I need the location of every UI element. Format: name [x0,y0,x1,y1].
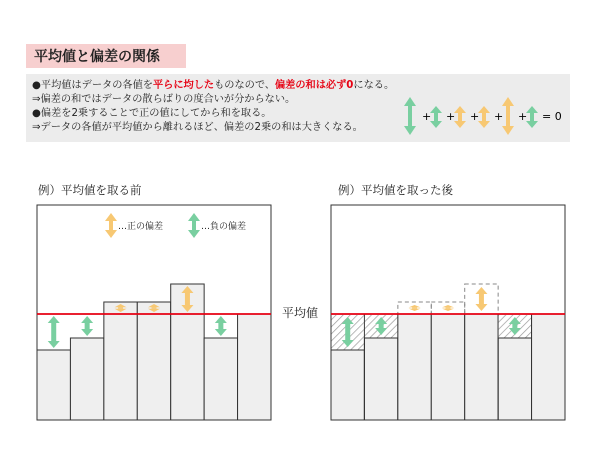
page-title: 平均値と偏差の関係 [26,44,186,68]
note-line-1: ●平均値はデータの各値を平らに均したものなので、偏差の和は必ず0になる。 [32,80,395,91]
left-data-bar [204,338,237,420]
right-averaged-bar [465,314,498,420]
left-data-bar [37,350,70,420]
note-line-4: ⇒データの各値が平均値から離れるほど、偏差の2乗の和は大きくなる。 [32,122,363,133]
mean-label: 平均値 [282,306,319,320]
note-line-2: ⇒偏差の和ではデータの散らばりの度合いが分からない。 [32,94,296,105]
left-data-bar [70,338,103,420]
left-data-bar [137,302,170,420]
left-data-bar [238,314,271,420]
right-averaged-bar [398,314,431,420]
eq-plus: + [446,110,456,123]
legend-positive-label: …正の偏差 [118,222,164,232]
eq-plus: + [494,110,504,123]
right-averaged-bar [431,314,464,420]
right-averaged-bar [532,314,565,420]
eq-plus: + [518,110,528,123]
left-panel-title: 例）平均値を取る前 [38,183,142,197]
eq-equals-zero: = 0 [542,110,562,123]
legend-negative-label: …負の偏差 [201,222,247,232]
note-line-3: ●偏差を2乗することで正の値にしてから和を取る。 [32,108,272,119]
left-data-bar [104,302,137,420]
eq-plus: + [422,110,432,123]
right-panel-title: 例）平均値を取った後 [338,183,453,197]
eq-plus: + [470,110,480,123]
